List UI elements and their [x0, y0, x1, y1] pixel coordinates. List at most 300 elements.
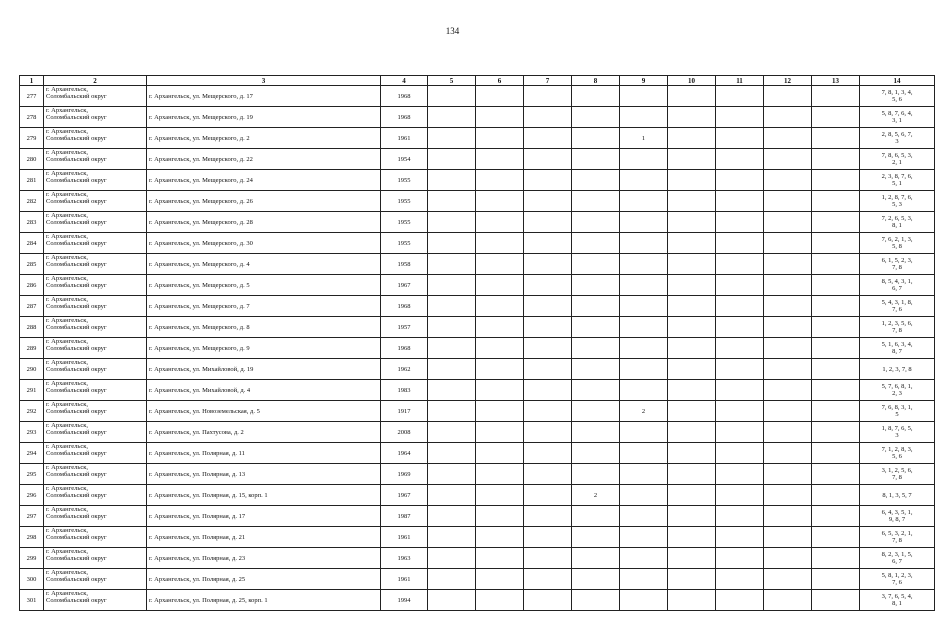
row-number: 287	[20, 296, 44, 317]
value-cell	[764, 401, 812, 422]
value-cell	[716, 527, 764, 548]
year-cell: 1961	[381, 569, 428, 590]
value-cell	[716, 191, 764, 212]
value-cell	[572, 569, 620, 590]
header-row	[20, 76, 935, 86]
value-cell	[668, 296, 716, 317]
value-cell	[620, 569, 668, 590]
column-header: 7	[524, 76, 572, 86]
code-line: 5, 7, 6, 8, 1,	[881, 383, 913, 390]
value-cell	[476, 380, 524, 401]
value-cell	[524, 170, 572, 191]
value-cell	[668, 485, 716, 506]
value-cell	[716, 254, 764, 275]
value-cell	[524, 338, 572, 359]
district-line: г. Архангельск,	[46, 548, 88, 555]
value-cell	[572, 86, 620, 107]
value-cell	[812, 548, 860, 569]
value-cell	[428, 191, 476, 212]
year-cell: 1967	[381, 275, 428, 296]
district-line: Соломбальский округ	[46, 324, 107, 331]
value-cell	[476, 485, 524, 506]
row-number: 290	[20, 359, 44, 380]
row-number: 283	[20, 212, 44, 233]
value-cell	[764, 233, 812, 254]
code-line: 6, 1, 5, 2, 3,	[881, 257, 913, 264]
value-cell	[620, 296, 668, 317]
value-cell	[524, 569, 572, 590]
value-cell	[524, 275, 572, 296]
code-line: 6, 7	[892, 285, 902, 292]
district-cell	[44, 569, 147, 590]
year-cell: 1968	[381, 86, 428, 107]
address-cell: г. Архангельск, ул. Полярная, д. 17	[147, 506, 381, 527]
district-line: Соломбальский округ	[46, 597, 107, 604]
value-cell	[668, 149, 716, 170]
code-cell	[860, 317, 935, 338]
value-cell	[476, 86, 524, 107]
district-line: Соломбальский округ	[46, 345, 107, 352]
value-cell	[524, 86, 572, 107]
row-number: 280	[20, 149, 44, 170]
district-cell	[44, 380, 147, 401]
value-cell	[572, 191, 620, 212]
district-line: г. Архангельск,	[46, 422, 88, 429]
district-cell	[44, 317, 147, 338]
row-number: 281	[20, 170, 44, 191]
value-cell	[668, 170, 716, 191]
column-header: 4	[381, 76, 428, 86]
value-cell	[476, 548, 524, 569]
value-cell	[428, 149, 476, 170]
value-cell	[812, 317, 860, 338]
value-cell	[812, 86, 860, 107]
table-row	[20, 527, 935, 548]
row-number: 285	[20, 254, 44, 275]
year-cell: 1961	[381, 527, 428, 548]
code-line: 5	[895, 411, 899, 418]
column-header: 1	[20, 76, 44, 86]
code-cell	[860, 296, 935, 317]
value-cell	[524, 401, 572, 422]
code-line: 7, 6, 8, 3, 1,	[881, 404, 913, 411]
value-cell	[428, 338, 476, 359]
value-cell	[572, 548, 620, 569]
district-line: г. Архангельск,	[46, 275, 88, 282]
table-row	[20, 107, 935, 128]
address-cell: г. Архангельск, ул. Полярная, д. 23	[147, 548, 381, 569]
value-cell	[476, 317, 524, 338]
value-cell	[476, 170, 524, 191]
value-cell	[524, 590, 572, 611]
code-line: 5, 3	[892, 201, 902, 208]
district-line: г. Архангельск,	[46, 170, 88, 177]
column-header: 10	[668, 76, 716, 86]
value-cell	[524, 422, 572, 443]
value-cell	[716, 317, 764, 338]
district-line: г. Архангельск,	[46, 590, 88, 597]
district-line: Соломбальский округ	[46, 387, 107, 394]
table-row	[20, 317, 935, 338]
address-cell: г. Архангельск, ул. Мещерского, д. 7	[147, 296, 381, 317]
table-row	[20, 296, 935, 317]
value-cell	[428, 212, 476, 233]
table-row	[20, 212, 935, 233]
value-cell	[668, 338, 716, 359]
value-cell	[812, 590, 860, 611]
value-cell	[428, 107, 476, 128]
value-cell	[764, 569, 812, 590]
value-cell	[524, 107, 572, 128]
value-cell	[572, 380, 620, 401]
year-cell: 1962	[381, 359, 428, 380]
district-line: Соломбальский округ	[46, 198, 107, 205]
row-number: 301	[20, 590, 44, 611]
code-line: 9, 8, 7	[888, 516, 906, 523]
value-cell	[572, 317, 620, 338]
value-cell	[572, 359, 620, 380]
code-line: 5, 4, 3, 1, 8,	[881, 299, 913, 306]
value-cell	[764, 548, 812, 569]
value-cell	[668, 107, 716, 128]
code-cell	[860, 191, 935, 212]
value-cell	[620, 86, 668, 107]
district-cell	[44, 149, 147, 170]
value-cell	[572, 107, 620, 128]
value-cell	[716, 296, 764, 317]
code-line: 3	[895, 432, 899, 439]
code-line: 5, 8, 1, 2, 3,	[881, 572, 913, 579]
table-body	[20, 86, 935, 611]
value-cell	[476, 107, 524, 128]
value-cell	[476, 422, 524, 443]
code-line: 1, 2, 3, 7, 8	[882, 365, 912, 373]
value-cell	[476, 296, 524, 317]
code-cell	[860, 338, 935, 359]
district-line: г. Архангельск,	[46, 380, 88, 387]
row-number: 293	[20, 422, 44, 443]
table-row	[20, 170, 935, 191]
table-row	[20, 233, 935, 254]
code-cell	[860, 233, 935, 254]
value-cell	[524, 527, 572, 548]
value-cell	[668, 254, 716, 275]
table-row	[20, 443, 935, 464]
value-cell	[476, 464, 524, 485]
value-cell	[764, 107, 812, 128]
column-header: 6	[476, 76, 524, 86]
value-cell	[428, 590, 476, 611]
address-cell: г. Архангельск, ул. Мещерского, д. 30	[147, 233, 381, 254]
code-cell	[860, 170, 935, 191]
code-line: 8, 2, 3, 1, 5,	[881, 551, 913, 558]
value-cell	[524, 443, 572, 464]
value-cell	[620, 527, 668, 548]
value-cell	[620, 254, 668, 275]
district-cell	[44, 359, 147, 380]
value-cell	[428, 443, 476, 464]
value-cell	[668, 191, 716, 212]
year-cell: 1958	[381, 254, 428, 275]
row-number: 286	[20, 275, 44, 296]
row-number: 299	[20, 548, 44, 569]
district-line: г. Архангельск,	[46, 317, 88, 324]
value-cell	[716, 506, 764, 527]
code-line: 7, 8	[892, 474, 902, 481]
code-line: 6, 5, 3, 2, 1,	[881, 530, 913, 537]
district-line: Соломбальский округ	[46, 303, 107, 310]
value-cell	[716, 107, 764, 128]
value-cell	[620, 212, 668, 233]
row-number: 296	[20, 485, 44, 506]
district-line: Соломбальский округ	[46, 93, 107, 100]
value-cell	[764, 191, 812, 212]
table-row	[20, 590, 935, 611]
code-cell	[860, 212, 935, 233]
year-cell: 1968	[381, 338, 428, 359]
district-line: г. Архангельск,	[46, 86, 88, 93]
value-cell	[476, 590, 524, 611]
value-cell: 2	[620, 401, 668, 422]
table-row	[20, 359, 935, 380]
year-cell: 1961	[381, 128, 428, 149]
value-cell	[764, 170, 812, 191]
table-row	[20, 380, 935, 401]
table-row	[20, 464, 935, 485]
value-cell	[668, 212, 716, 233]
code-cell	[860, 149, 935, 170]
value-cell	[812, 443, 860, 464]
value-cell	[812, 506, 860, 527]
district-line: Соломбальский округ	[46, 156, 107, 163]
code-line: 7, 8, 1, 3, 4,	[881, 89, 913, 96]
value-cell	[668, 464, 716, 485]
value-cell	[428, 506, 476, 527]
value-cell	[668, 443, 716, 464]
district-line: Соломбальский округ	[46, 282, 107, 289]
table-row	[20, 485, 935, 506]
table-row	[20, 254, 935, 275]
code-cell	[860, 548, 935, 569]
value-cell	[716, 275, 764, 296]
district-cell	[44, 107, 147, 128]
year-cell: 1969	[381, 464, 428, 485]
value-cell	[812, 527, 860, 548]
value-cell	[620, 464, 668, 485]
district-cell	[44, 401, 147, 422]
row-number: 294	[20, 443, 44, 464]
year-cell: 1955	[381, 212, 428, 233]
value-cell	[524, 380, 572, 401]
value-cell	[524, 233, 572, 254]
code-line: 7, 8, 6, 5, 3,	[881, 152, 913, 159]
table-row	[20, 149, 935, 170]
district-cell	[44, 527, 147, 548]
value-cell	[716, 590, 764, 611]
code-line: 2, 8, 5, 6, 7,	[881, 131, 913, 138]
value-cell	[476, 212, 524, 233]
code-line: 8, 5, 4, 3, 1,	[881, 278, 913, 285]
value-cell	[764, 296, 812, 317]
value-cell	[764, 212, 812, 233]
code-line: 7, 8	[892, 537, 902, 544]
column-header: 13	[812, 76, 860, 86]
value-cell	[812, 233, 860, 254]
value-cell	[668, 506, 716, 527]
year-cell: 1967	[381, 485, 428, 506]
value-cell	[428, 359, 476, 380]
table-row	[20, 191, 935, 212]
value-cell	[812, 296, 860, 317]
address-cell: г. Архангельск, ул. Полярная, д. 11	[147, 443, 381, 464]
address-cell: г. Архангельск, ул. Мещерского, д. 19	[147, 107, 381, 128]
address-cell: г. Архангельск, ул. Полярная, д. 25	[147, 569, 381, 590]
address-cell: г. Архангельск, ул. Мещерского, д. 4	[147, 254, 381, 275]
value-cell	[668, 128, 716, 149]
value-cell	[764, 443, 812, 464]
code-line: 8, 1	[892, 600, 902, 607]
value-cell	[572, 464, 620, 485]
value-cell	[716, 86, 764, 107]
value-cell	[764, 338, 812, 359]
value-cell	[716, 548, 764, 569]
value-cell	[620, 317, 668, 338]
value-cell	[476, 443, 524, 464]
code-line: 7, 2, 6, 5, 3,	[881, 215, 913, 222]
district-line: г. Архангельск,	[46, 485, 88, 492]
value-cell	[620, 338, 668, 359]
row-number: 278	[20, 107, 44, 128]
value-cell	[716, 569, 764, 590]
value-cell	[764, 275, 812, 296]
value-cell	[476, 569, 524, 590]
value-cell	[668, 422, 716, 443]
value-cell	[476, 191, 524, 212]
value-cell	[812, 422, 860, 443]
value-cell	[812, 569, 860, 590]
value-cell	[716, 401, 764, 422]
year-cell: 1963	[381, 548, 428, 569]
column-header: 3	[147, 76, 381, 86]
district-line: г. Архангельск,	[46, 359, 88, 366]
district-line: г. Архангельск,	[46, 296, 88, 303]
year-cell: 1964	[381, 443, 428, 464]
value-cell	[476, 338, 524, 359]
value-cell	[716, 149, 764, 170]
column-header: 14	[860, 76, 935, 86]
district-cell	[44, 338, 147, 359]
value-cell	[620, 548, 668, 569]
district-line: Соломбальский округ	[46, 366, 107, 373]
value-cell	[668, 590, 716, 611]
value-cell	[476, 527, 524, 548]
value-cell	[476, 401, 524, 422]
code-line: 5, 6	[892, 96, 902, 103]
code-line: 6, 7	[892, 558, 902, 565]
value-cell	[812, 338, 860, 359]
value-cell	[476, 149, 524, 170]
value-cell	[620, 149, 668, 170]
code-line: 5, 1	[892, 180, 902, 187]
row-number: 288	[20, 317, 44, 338]
district-line: Соломбальский округ	[46, 555, 107, 562]
code-cell	[860, 275, 935, 296]
year-cell: 1954	[381, 149, 428, 170]
code-line: 7, 8	[892, 327, 902, 334]
value-cell	[476, 359, 524, 380]
value-cell	[812, 401, 860, 422]
row-number: 298	[20, 527, 44, 548]
row-number: 284	[20, 233, 44, 254]
value-cell	[572, 149, 620, 170]
code-line: 3, 1, 2, 5, 6,	[881, 467, 913, 474]
column-header: 11	[716, 76, 764, 86]
value-cell	[428, 464, 476, 485]
value-cell	[572, 233, 620, 254]
value-cell	[764, 317, 812, 338]
value-cell	[572, 128, 620, 149]
table-row	[20, 338, 935, 359]
code-line: 2, 3	[892, 390, 902, 397]
address-cell: г. Архангельск, ул. Мещерского, д. 9	[147, 338, 381, 359]
value-cell	[668, 275, 716, 296]
value-cell	[572, 170, 620, 191]
row-number: 297	[20, 506, 44, 527]
year-cell: 1955	[381, 191, 428, 212]
district-cell	[44, 254, 147, 275]
page-number: 134	[445, 26, 460, 36]
value-cell	[668, 380, 716, 401]
value-cell	[668, 569, 716, 590]
code-line: 1, 2, 3, 5, 6,	[881, 320, 913, 327]
code-cell	[860, 128, 935, 149]
address-cell: г. Архангельск, ул. Михайловой, д. 4	[147, 380, 381, 401]
value-cell	[524, 296, 572, 317]
value-cell: 2	[572, 485, 620, 506]
district-cell	[44, 590, 147, 611]
value-cell	[620, 275, 668, 296]
year-cell: 1987	[381, 506, 428, 527]
district-line: Соломбальский округ	[46, 576, 107, 583]
code-cell	[860, 107, 935, 128]
value-cell	[668, 401, 716, 422]
code-line: 3, 1	[892, 117, 902, 124]
district-line: г. Архангельск,	[46, 212, 88, 219]
value-cell	[428, 548, 476, 569]
value-cell	[812, 149, 860, 170]
value-cell	[428, 254, 476, 275]
value-cell	[572, 338, 620, 359]
row-number: 295	[20, 464, 44, 485]
value-cell	[764, 149, 812, 170]
code-line: 1, 8, 7, 6, 5,	[881, 425, 913, 432]
table-row	[20, 506, 935, 527]
value-cell	[428, 527, 476, 548]
district-line: Соломбальский округ	[46, 450, 107, 457]
district-line: г. Архангельск,	[46, 191, 88, 198]
address-cell: г. Архангельск, ул. Мещерского, д. 28	[147, 212, 381, 233]
year-cell: 1968	[381, 296, 428, 317]
value-cell	[620, 233, 668, 254]
year-cell: 1983	[381, 380, 428, 401]
code-line: 7, 1, 2, 8, 3,	[881, 446, 913, 453]
value-cell	[764, 485, 812, 506]
table-row	[20, 548, 935, 569]
code-line: 8, 1	[892, 222, 902, 229]
value-cell	[620, 170, 668, 191]
value-cell	[572, 443, 620, 464]
value-cell	[668, 317, 716, 338]
